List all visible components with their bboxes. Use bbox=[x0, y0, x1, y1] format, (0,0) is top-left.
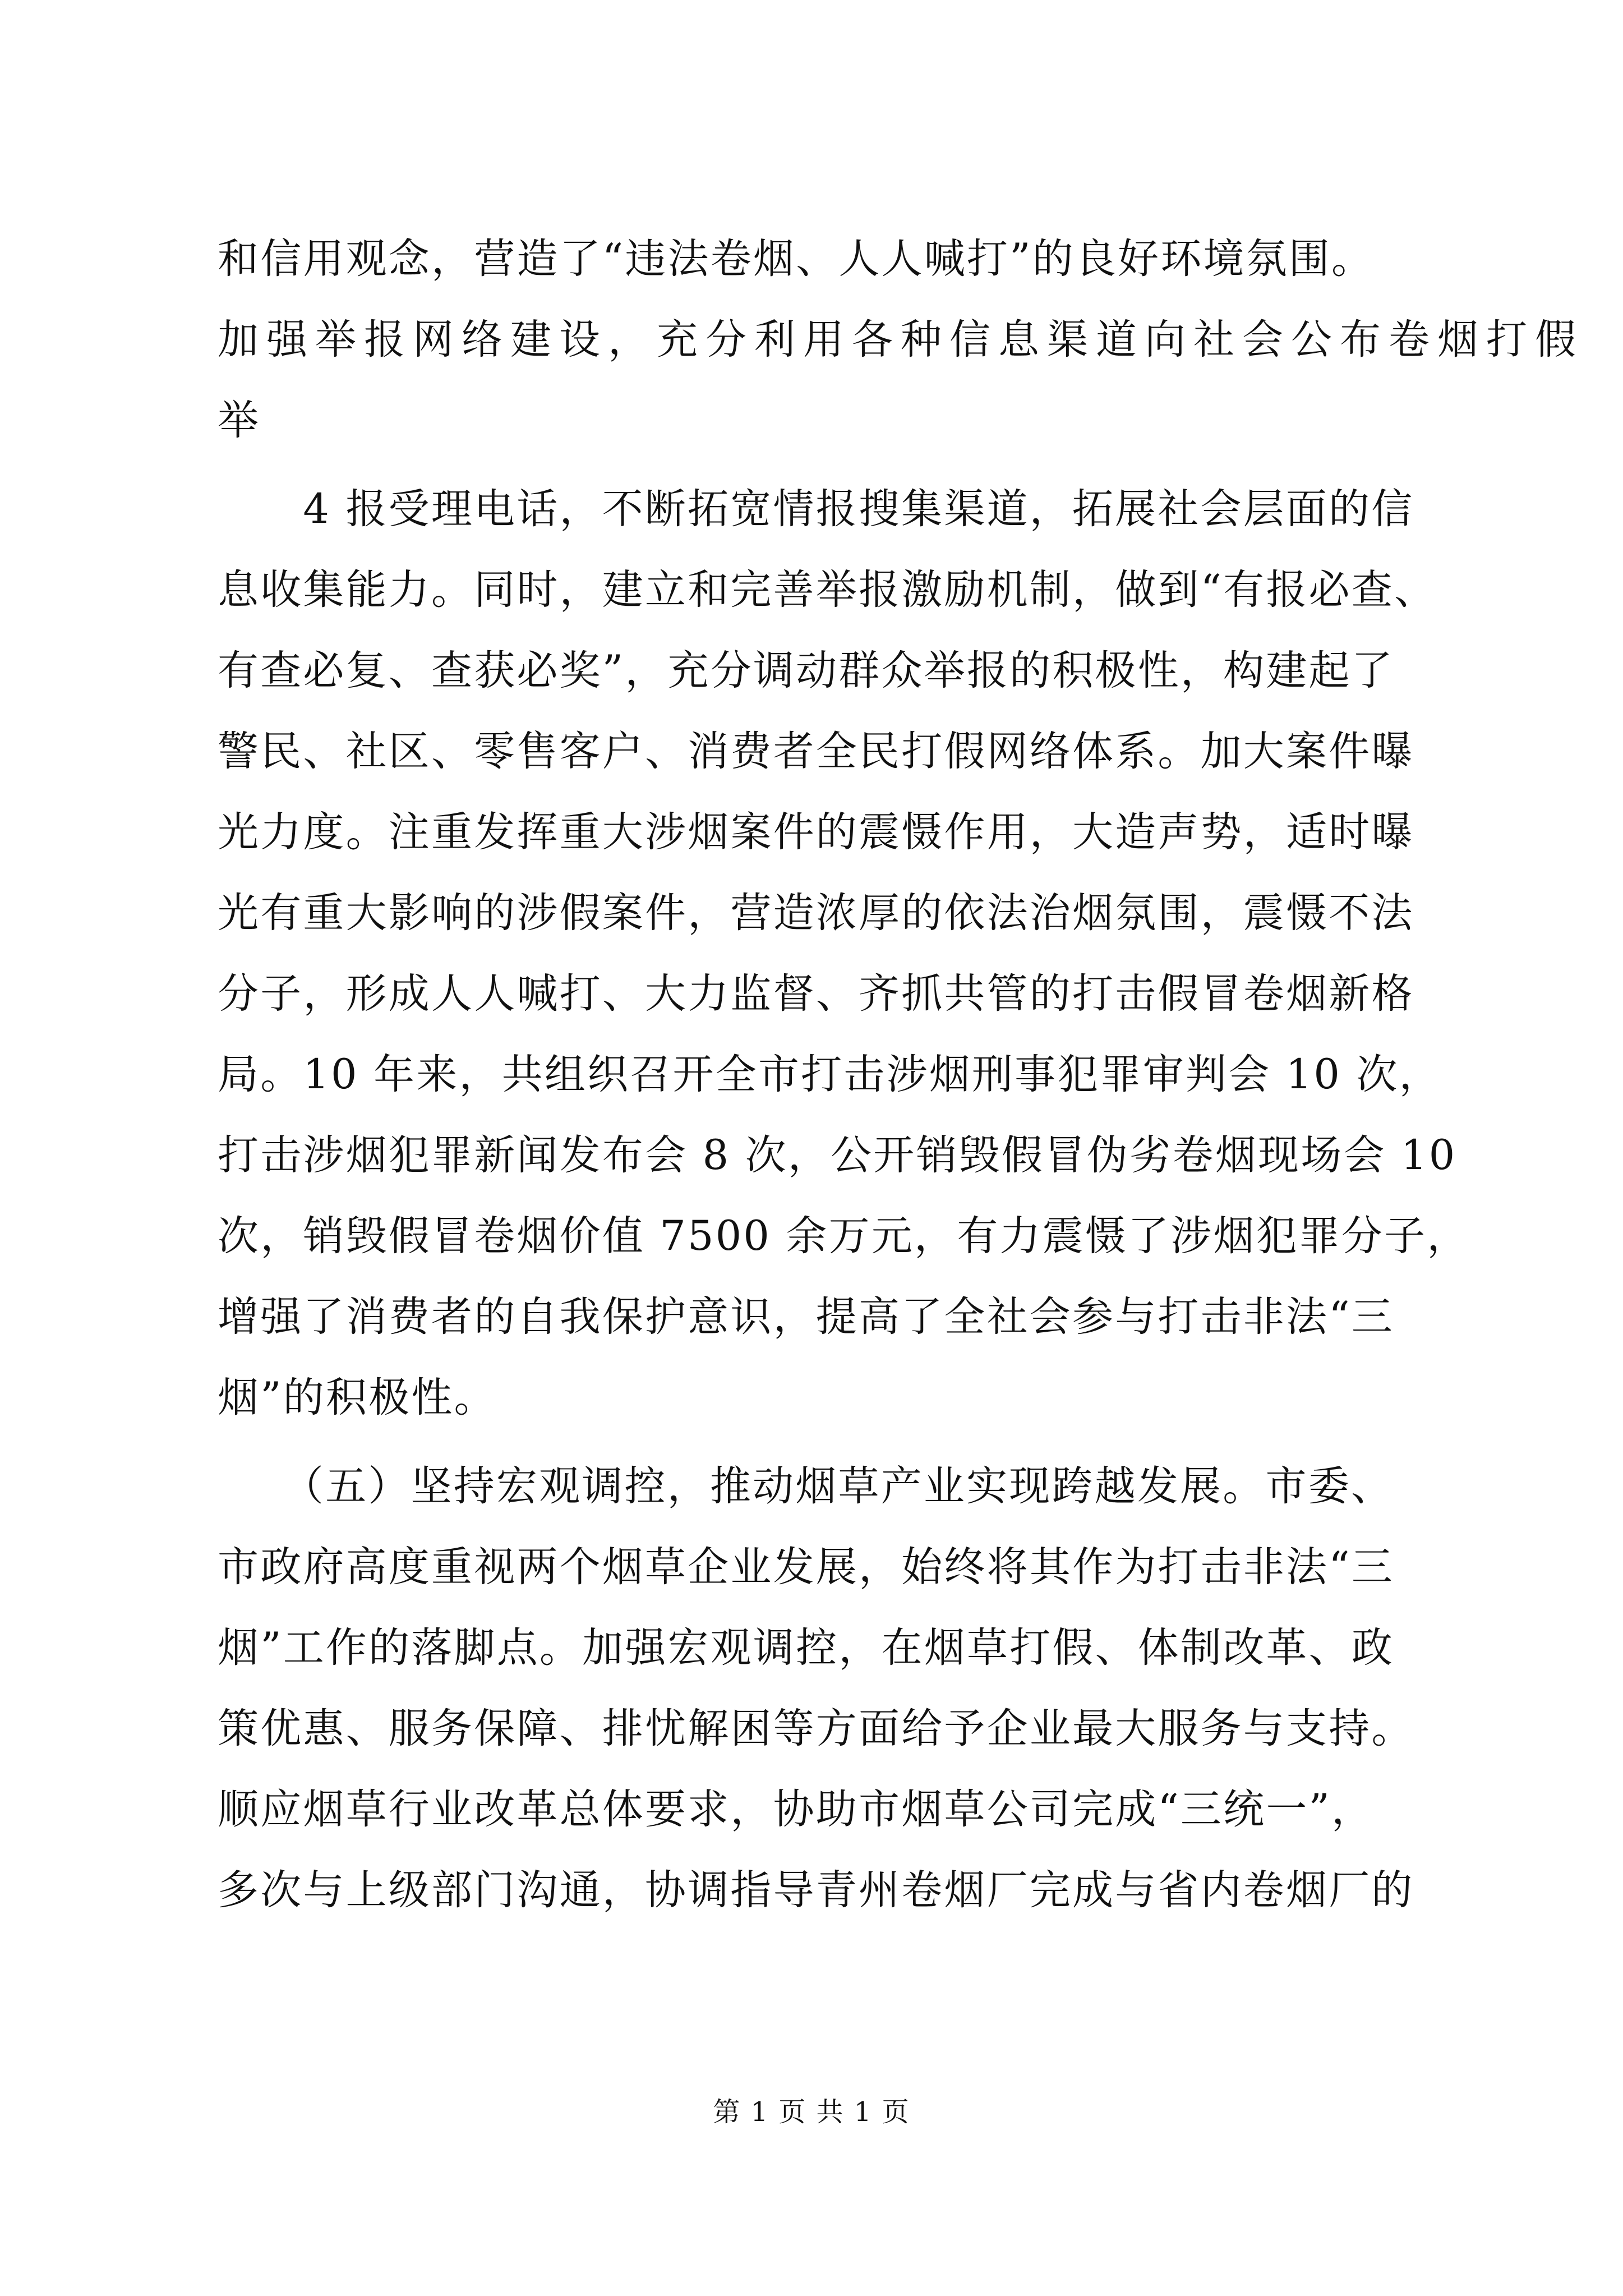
text-line: 分子，形成人人喊打、大力监督、齐抓共管的打击假冒卷烟新格 bbox=[218, 970, 1414, 1018]
text-line: 次，销毁假冒卷烟价值 7500 余万元，有力震慑了涉烟犯罪分子， bbox=[218, 1212, 1470, 1260]
text-line: 策优惠、服务保障、排忧解困等方面给予企业最大服务与支持。 bbox=[218, 1705, 1414, 1752]
text-line: 增强了消费者的自我保护意识，提高了全社会参与打击非法“三 bbox=[218, 1293, 1394, 1341]
text-line: 警民、社区、零售客户、消费者全民打假网络体系。加大案件曝 bbox=[218, 728, 1414, 775]
text-line: 有查必复、查获必奖”，充分调动群众举报的积极性，构建起了 bbox=[218, 647, 1394, 694]
document-body bbox=[218, 219, 1584, 1931]
text-line: 多次与上级部门沟通，协调指导青州卷烟厂完成与省内卷烟厂的 bbox=[218, 1866, 1414, 1914]
text-line: 4 报受理电话，不断拓宽情报搜集渠道，拓展社会层面的信 bbox=[218, 485, 1414, 533]
text-line: 光有重大影响的涉假案件，营造浓厚的依法治烟氛围，震慑不法 bbox=[218, 889, 1414, 937]
text-line: 息收集能力。同时，建立和完善举报激励机制，做到“有报必查、 bbox=[218, 566, 1437, 614]
text-line: 烟”的积极性。 bbox=[218, 1374, 497, 1421]
text-line: 烟”工作的落脚点。加强宏观调控，在烟草打假、体制改革、政 bbox=[218, 1624, 1394, 1672]
text-line: 加强举报网络建设，充分利用各种信息渠道向社会公布卷烟打假 bbox=[218, 316, 1584, 364]
text-line: 打击涉烟犯罪新闻发布会 8 次，公开销毁假冒伪劣卷烟现场会 10 bbox=[218, 1131, 1457, 1179]
text-line: 局。10 年来，共组织召开全市打击涉烟刑事犯罪审判会 10 次， bbox=[218, 1051, 1442, 1098]
text-line: 光力度。注重发挥重大涉烟案件的震慑作用，大造声势，适时曝 bbox=[218, 808, 1414, 856]
page-number-footer: 第 1 页 共 1 页 bbox=[713, 2096, 910, 2128]
text-line: （五）坚持宏观调控，推动烟草产业实现跨越发展。市委、 bbox=[218, 1462, 1394, 1510]
text-line: 顺应烟草行业改革总体要求，协助市烟草公司完成“三统一”， bbox=[218, 1786, 1375, 1833]
text-line: 和信用观念，营造了“违法卷烟、人人喊打”的良好环境氛围。 bbox=[218, 235, 1375, 283]
text-line: 举 bbox=[218, 397, 261, 444]
text-line: 市政府高度重视两个烟草企业发展，始终将其作为打击非法“三 bbox=[218, 1543, 1394, 1591]
